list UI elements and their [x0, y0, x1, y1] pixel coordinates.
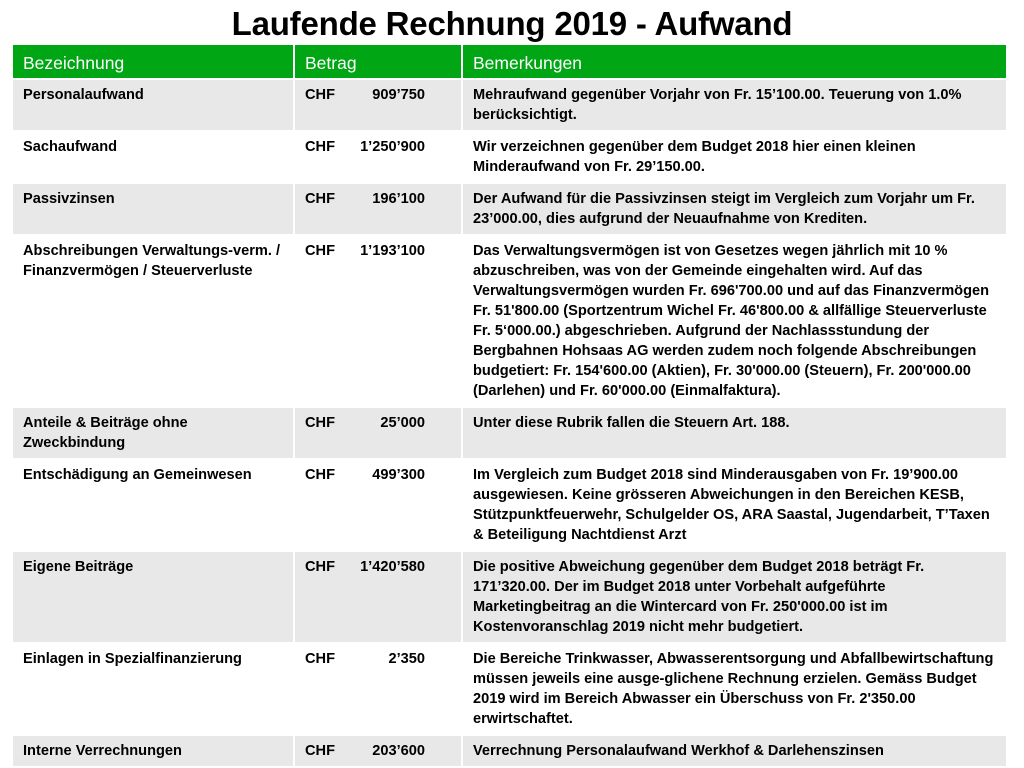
table-row [13, 551, 1006, 643]
row-currency: CHF [305, 415, 335, 431]
row-currency: CHF [305, 87, 335, 103]
expense-table [13, 45, 1006, 766]
page-title: Laufende Rechnung 2019 - Aufwand [231, 5, 793, 42]
row-currency: CHF [305, 559, 335, 575]
row-amount: 1’250’900 [360, 139, 425, 155]
row-note: Die positive Abweichung gegenüber dem Budget 2018 beträgt Fr. 171’320.00. Der im Budget 2018 unter Vorbehalt aufgeführte Marketingbeitrag an die Wintercard von Fr. 250'000.00 ist im Kostenvoranschlag 2019 nicht mehr budgetiert. [462, 551, 1006, 643]
table-row [13, 131, 1006, 183]
row-note: Verrechnung Personalaufwand Werkhof & Darlehenszinsen [462, 735, 1006, 766]
row-amount: 203’600 [372, 743, 425, 759]
row-amount: 2’350 [388, 651, 425, 667]
row-name: Eigene Beiträge [13, 551, 294, 643]
table-row [13, 459, 1006, 551]
table-row [13, 235, 1006, 407]
table-row [13, 643, 1006, 735]
row-note: Das Verwaltungsvermögen ist von Gesetzes wegen jährlich mit 10 % abzuschreiben, was von der Gemeinde eingehalten wird. Auf das Verwaltungsvermögen wurden Fr. 696'700.00 und auf das Finanzvermögen Fr. 51'800.00 (Sportzentrum Wichel Fr. 46'800.00 & allfällige Steuerverluste Fr. 5‘000.00.) abgeschrieben. Aufgrund der Nachlassstundung der Bergbahnen Hohsaas AG werden zudem noch folgende Abschreibungen budgetiert: Fr. 154'600.00 (Aktien), Fr. 30'000.00 (Steuern), Fr. 200'000.00 (Darlehen) und Fr. 60'000.00 (Einmalfaktura). [462, 235, 1006, 407]
row-note: Mehraufwand gegenüber Vorjahr von Fr. 15’100.00. Teuerung von 1.0% berücksichtigt. [462, 79, 1006, 131]
row-amount-cell [294, 735, 462, 766]
row-name: Sachaufwand [13, 131, 294, 183]
row-currency: CHF [305, 743, 335, 759]
table-row [13, 79, 1006, 131]
row-name: Passivzinsen [13, 183, 294, 235]
row-amount-cell [294, 407, 462, 459]
row-amount-cell [294, 459, 462, 551]
row-amount-cell [294, 643, 462, 735]
row-amount-cell [294, 79, 462, 131]
row-amount: 25’000 [380, 415, 425, 431]
row-name: Personalaufwand [13, 79, 294, 131]
row-amount-cell [294, 551, 462, 643]
row-currency: CHF [305, 243, 335, 259]
row-amount: 1’193’100 [360, 243, 425, 259]
row-name: Entschädigung an Gemeinwesen [13, 459, 294, 551]
table-row [13, 183, 1006, 235]
row-note: Wir verzeichnen gegenüber dem Budget 2018 hier einen kleinen Minderaufwand von Fr. 29’150.00. [462, 131, 1006, 183]
row-name: Interne Verrechnungen [13, 735, 294, 766]
row-currency: CHF [305, 191, 335, 207]
table-header-row [13, 45, 1006, 79]
row-name: Einlagen in Spezialfinanzierung [13, 643, 294, 735]
row-name: Abschreibungen Verwaltungs-verm. / Finanzvermögen / Steuerverluste [13, 235, 294, 407]
row-amount: 196’100 [372, 191, 425, 207]
column-header-betrag: Betrag [294, 45, 462, 79]
row-currency: CHF [305, 467, 335, 483]
row-note: Die Bereiche Trinkwasser, Abwasserentsorgung und Abfallbewirtschaftung müssen jeweils eine ausge-glichene Rechnung erzielen. Gemäss Budget 2019 wird im Bereich Abwasser ein Überschuss von Fr. 2'350.00 erwirtschaftet. [462, 643, 1006, 735]
column-header-bemerkungen: Bemerkungen [462, 45, 1006, 79]
row-note: Im Vergleich zum Budget 2018 sind Minderausgaben von Fr. 19’900.00 ausgewiesen. Keine grösseren Abweichungen in den Bereichen KESB, Stützpunktfeuerwehr, Schulgelder OS, ARA Saastal, Jugendarbeit, T’Taxen & Beteiligung Nachtdienst Arzt [462, 459, 1006, 551]
row-amount: 1’420’580 [360, 559, 425, 575]
row-note: Der Aufwand für die Passivzinsen steigt im Vergleich zum Vorjahr um Fr. 23’000.00, dies aufgrund der Neuaufnahme von Krediten. [462, 183, 1006, 235]
row-amount: 499’300 [372, 467, 425, 483]
column-header-bezeichnung: Bezeichnung [13, 45, 294, 79]
row-amount: 909’750 [372, 87, 425, 103]
table-row [13, 735, 1006, 766]
row-amount-cell [294, 235, 462, 407]
row-currency: CHF [305, 139, 335, 155]
table-row [13, 407, 1006, 459]
row-note: Unter diese Rubrik fallen die Steuern Art. 188. [462, 407, 1006, 459]
row-amount-cell [294, 183, 462, 235]
row-currency: CHF [305, 651, 335, 667]
row-amount-cell [294, 131, 462, 183]
row-name: Anteile & Beiträge ohne Zweckbindung [13, 407, 294, 459]
